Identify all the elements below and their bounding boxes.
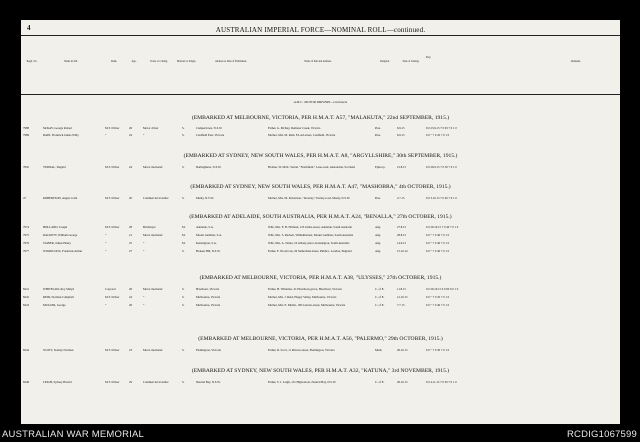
section-title: (EMBARKED AT SYDNEY, NEW SOUTH WALES, PER H.M.A.T. A8, "ARGYLLSHIRE," 30th SEPTEMBER, 1915.) xyxy=(183,153,458,159)
table-row xyxy=(21,165,620,171)
cell-religion: Ang. xyxy=(375,241,381,245)
cell-age: 26 xyxy=(129,303,132,307)
cell-trade: Motor mechanic xyxy=(143,287,163,291)
cell-name: RACKETT, William George xyxy=(43,233,78,237)
cell-married: M. xyxy=(182,241,186,245)
cell-name: ROBERTSON, Angus Colin xyxy=(43,196,78,200)
cell-name: MULLER, George xyxy=(43,303,66,307)
cell-regt-no: 47 xyxy=(23,196,26,200)
cell-date: 14.9.15 xyxy=(397,241,406,245)
cell-religion: Ang. xyxy=(375,225,381,229)
cell-religion: Meth. xyxy=(375,348,383,352)
cell-trade: ” xyxy=(143,241,145,245)
cell-regt-no: 8244 xyxy=(23,348,29,352)
cell-pay: 6 0 23.9.15 7 0 63 7 0 1 0 xyxy=(426,126,457,130)
header-regt-no: Regtl. No. xyxy=(26,60,38,63)
cell-name: TAINER, James Henry xyxy=(43,241,71,245)
footer-archive-name: AUSTRALIAN WAR MEMORIAL xyxy=(2,429,145,440)
cell-married: M. xyxy=(182,225,186,229)
header-married: Married or Single. xyxy=(177,60,197,63)
cell-date: 7.7.15 xyxy=(397,303,405,307)
footer-record-id: RCDIG1067599 xyxy=(567,429,637,440)
table-row xyxy=(21,225,620,231)
cell-trade: Commercial traveller xyxy=(143,196,169,200)
section-title: (EMBARKED AT MELBOURNE, VICTORIA, PER H.M.A.T. A56, "PALERMO," 29th OCTOBER, 1915.) xyxy=(198,336,443,342)
header-address: Address at Date of Enlistment. xyxy=(215,60,247,63)
table-row xyxy=(21,287,620,293)
cell-pay: 6 0 ” 7 0 40 7 0 1 0 xyxy=(426,241,450,245)
cell-kin: Mother, Mrs. J. Reid, Happy Valley, Melbourne, Victoria xyxy=(268,295,337,299)
header-rule-top xyxy=(21,35,620,36)
cell-trade: ” xyxy=(143,295,145,299)
section-title: (EMBARKED AT SYDNEY, NEW SOUTH WALES, PER H.M.A.T. A47, "MASHOBRA," 4th OCTOBER, 1915.) xyxy=(190,184,451,190)
cell-pay: 6 0 ” 7 0 40 7 0 1 0 xyxy=(426,249,450,253)
cell-regt-no: 8241 xyxy=(23,287,29,291)
cell-name: RAIN, Frederick James Willy xyxy=(43,133,79,137)
cell-pay: 6 0 ” 7 0 40 7 0 1 0 xyxy=(426,303,450,307)
cell-rank: M.T. Driver xyxy=(105,348,120,352)
cell-age: 26 xyxy=(129,126,132,130)
header-trade: Trade or Calling. xyxy=(150,60,168,63)
page-number: 4 xyxy=(27,24,31,32)
table-row xyxy=(21,303,620,309)
page-title: AUSTRALIAN IMPERIAL FORCE—NOMINAL ROLL—continued. xyxy=(215,26,426,34)
cell-pay: 6 0 ” 7 0 40 7 0 1 0 xyxy=(426,233,450,237)
cell-rank: ” xyxy=(105,133,107,137)
cell-married: S. xyxy=(182,165,185,169)
cell-religion: Pres. xyxy=(375,196,381,200)
cell-address: Flemington, Victoria xyxy=(196,348,221,352)
header-age: Age. xyxy=(131,60,137,63)
cell-regt-no: 8242 xyxy=(23,295,29,299)
roll-page xyxy=(21,20,620,424)
header-rule-bottom xyxy=(21,94,620,95)
cell-age: 24 xyxy=(129,295,132,299)
cell-kin: Brother, W. McK. Vernal, "Northfield," Lane-road, Alexandria, Scotland xyxy=(268,165,355,169)
header-remarks: Remarks. xyxy=(571,60,581,63)
cell-religion: Episcop. xyxy=(375,165,386,169)
cell-married: S. xyxy=(182,303,185,307)
cell-pay: 6 0 4.11.15 7 0 30 7 0 1 0 xyxy=(426,380,457,384)
cell-religion: C. of E. xyxy=(375,380,385,384)
cell-kin: Wife, Mrs. A. Tainer, 16 Albany-place, Kensington, South Australia xyxy=(268,241,350,245)
cell-kin: Mother, Mrs. M. Rain, 8 Lord-street, Caulfield, Victoria xyxy=(268,133,336,137)
cell-date: 6.9.15 xyxy=(397,126,405,130)
cell-name: REID, Norman Campbell xyxy=(43,295,74,299)
cell-married: S. xyxy=(182,196,185,200)
cell-regt-no: 7845 xyxy=(23,165,29,169)
section-title: (EMBARKED AT ADELAIDE, SOUTH AUSTRALIA, PER H.M.A.T. A24, "BENALLA," 27th OCTOBER, 1915.) xyxy=(189,214,452,220)
cell-address: Hawthorn, Victoria xyxy=(196,287,220,291)
cell-married: S. xyxy=(182,249,185,253)
cell-address: Mount Gambier, S.A. xyxy=(196,233,222,237)
cell-age: 27 xyxy=(129,249,132,253)
cell-trade: ” xyxy=(143,249,145,253)
cell-name: VERNAL, Dugald xyxy=(43,165,66,169)
table-row xyxy=(21,241,620,247)
cell-rank: Corporal xyxy=(105,287,116,291)
cell-married: M. xyxy=(182,233,186,237)
cell-regt-no: 7977 xyxy=(23,249,29,253)
cell-date: 6.9.15 xyxy=(397,133,405,137)
section-title: (EMBARKED AT MELBOURNE, VICTORIA, PER H.M.A.T. A38, "ULYSSES," 27th OCTOBER, 1915.) xyxy=(199,275,442,281)
cell-pay: 6 0 ” 7 0 30 7 0 1 0 xyxy=(426,348,450,352)
header-date-joining: Date of Joining. xyxy=(402,60,420,63)
table-row xyxy=(21,348,620,354)
cell-name: McKAY, George Robert xyxy=(43,126,73,130)
cell-regt-no: 7974 xyxy=(23,225,29,229)
section-title: (EMBARKED AT MELBOURNE, VICTORIA, PER H.M.A.T. A57, "MALAKUTA," 22nd SEPTEMBER, 1915.) xyxy=(191,115,450,121)
cell-date: 21.8.15 xyxy=(397,165,406,169)
cell-date: 26.10.15 xyxy=(397,348,408,352)
cell-age: 24 xyxy=(129,133,132,137)
cell-kin: Father, T. J. Leigh, 131 High-street, Neutral Bay, N.S.W. xyxy=(268,380,337,384)
cell-age: 20 xyxy=(129,196,132,200)
cell-religion: Ang. xyxy=(375,249,381,253)
cell-name: SCOTT, Stanley Norman xyxy=(43,348,74,352)
cell-trade: Motor driver xyxy=(143,126,159,130)
cell-rank: M.T. Driver xyxy=(105,126,120,130)
cell-date: 27.8.15 xyxy=(397,225,406,229)
cell-age: 29 xyxy=(129,380,132,384)
cell-address: Broken Hill, N.S.W. xyxy=(196,249,221,253)
header-rank: Rank. xyxy=(110,60,118,63)
cell-address: Kensington, S.A. xyxy=(196,241,217,245)
cell-address: Melbourne, Victoria xyxy=(196,303,221,307)
cell-address: Caulfield East, Victoria xyxy=(196,133,225,137)
cell-rank: M.T. Driver xyxy=(105,380,120,384)
cell-kin: Father, R. Scott, 11 Princes-street, Flemington, Victoria xyxy=(268,348,335,352)
cell-name: HOLLAND, Joseph xyxy=(43,225,68,229)
cell-regt-no: 7976 xyxy=(23,241,29,245)
cell-rank: M.T. Driver xyxy=(105,225,120,229)
table-row xyxy=(21,233,620,239)
cell-kin: Father, G. McKay, Demeter Creek, Victoria xyxy=(268,126,321,130)
header-pay: Pay. xyxy=(426,55,432,59)
cell-kin: Wife, Mrs. S. Rackett, Wilhelmstreet, Mount Gambier, South Australia xyxy=(268,233,354,237)
cell-kin: Mother, Mrs. M. Robertson, "Invertay," Darley-road, Manly, N.S.W. xyxy=(268,196,351,200)
cell-kin: Father, F. Woodcock, 26 Sutherland-street, Pimlico, London, England xyxy=(268,249,352,253)
header-religion: Religion. xyxy=(380,60,390,63)
cell-trade: Motor mechanic xyxy=(143,233,163,237)
cell-religion: C. of E. xyxy=(375,303,385,307)
cell-trade: Commercial traveller xyxy=(143,380,169,384)
cell-regt-no: 8243 xyxy=(23,303,29,307)
cell-married: S. xyxy=(182,380,185,384)
cell-married: S. xyxy=(182,295,185,299)
cell-rank: ” xyxy=(105,303,107,307)
cell-date: 15.10.14 xyxy=(397,249,408,253)
cell-regt-no: 7988 xyxy=(23,126,29,130)
cell-religion: C. of E. xyxy=(375,295,385,299)
cell-pay: 6 0 ” 7 0 45 7 0 1 0 xyxy=(426,295,450,299)
section-title: (EMBARKED AT SYDNEY, NEW SOUTH WALES, PER H.M.A.T. A32, "KATUNA," 3rd NOVEMBER, 1915.) xyxy=(191,368,450,374)
cell-rank: ” xyxy=(105,241,107,245)
cell-regt-no: 7989 xyxy=(23,133,29,137)
cell-kin: Wife, Mrs. E. B. Holland, 123 Gilles-street, Adelaide, South Australia xyxy=(268,225,352,229)
cell-pay: 6 0 ” 7 0 45 7 0 1 0 xyxy=(426,133,450,137)
cell-trade: ” xyxy=(143,303,145,307)
table-row xyxy=(21,196,620,202)
cell-age: 23 xyxy=(129,348,132,352)
cell-religion: Ang. xyxy=(375,233,381,237)
cell-date: 12.10.15 xyxy=(397,295,408,299)
cell-age: 21 xyxy=(129,233,132,237)
cell-age: 26 xyxy=(129,287,132,291)
cell-rank: M.T. Driver xyxy=(105,165,120,169)
header-kin: Name of Kin and Address. xyxy=(304,60,332,63)
table-row xyxy=(21,249,620,255)
cell-regt-no: 8248 xyxy=(23,380,29,384)
cell-address: Melbourne, Victoria xyxy=(196,295,221,299)
unit-heading: A.M.C. MOTOR DRIVERS—continued. xyxy=(293,100,348,104)
cell-rank: ” xyxy=(105,249,107,253)
cell-trade: Motor mechanic xyxy=(143,348,163,352)
cell-rank: M.T. Driver xyxy=(105,196,120,200)
cell-date: 26.10.15 xyxy=(397,380,408,384)
cell-age: 28 xyxy=(129,225,132,229)
cell-rank: ” xyxy=(105,233,107,237)
table-row xyxy=(21,133,620,139)
cell-trade: ” xyxy=(143,133,145,137)
cell-address: Neutral Bay, N.S.W. xyxy=(196,380,221,384)
cell-religion: Pres. xyxy=(375,133,381,137)
cell-trade: Motor mechanic xyxy=(143,165,163,169)
cell-married: S. xyxy=(182,287,185,291)
table-row xyxy=(21,295,620,301)
cell-religion: C. of E. xyxy=(375,287,385,291)
cell-religion: Pres. xyxy=(375,126,381,130)
cell-rank: M.T. Driver xyxy=(105,295,120,299)
cell-address: Darlinghurst, N.S.W. xyxy=(196,165,222,169)
cell-date: 2.7.15 xyxy=(397,196,405,200)
cell-kin: Mother, Mrs. E. Muller, 109 Latrobe-street, Melbourne, Victoria xyxy=(268,303,346,307)
cell-date: 28.8.15 xyxy=(397,233,406,237)
cell-age: 25 xyxy=(129,241,132,245)
cell-name: WOODCOCK, Frederick Arthur xyxy=(43,249,83,253)
cell-pay: 6 0 29.9.15 7 0 30 7 0 1 0 xyxy=(426,165,457,169)
cell-name: LEIGH, Sydney Harold xyxy=(43,380,72,384)
cell-married: S. xyxy=(182,133,185,137)
cell-pay: 9 0 26.10.15 9 0 60 9 0 1 0 xyxy=(426,287,459,291)
cell-pay: 6 0 26.10.15 7 0 40 7 0 1 0 xyxy=(426,225,459,229)
cell-regt-no: 7975 xyxy=(23,233,29,237)
cell-kin: Father, H. Whitelaw, 41 Hawthorn-grove, Hawthorn, Victoria xyxy=(268,287,342,291)
table-row xyxy=(21,380,620,386)
cell-date: 11.8.15 xyxy=(397,287,406,291)
cell-age: 24 xyxy=(129,165,132,169)
cell-address: Camperdown, N.S.W. xyxy=(196,126,223,130)
cell-pay: 6 0 3.10.15 7 0 40 7 0 1 0 xyxy=(426,196,457,200)
header-name: Name in full. xyxy=(64,60,78,63)
cell-trade: Bricklayer xyxy=(143,225,156,229)
cell-married: S. xyxy=(182,126,185,130)
cell-married: S. xyxy=(182,348,185,352)
cell-name: WHITELAW, Roy Melyd xyxy=(43,287,75,291)
cell-address: Manly, N.S.W. xyxy=(196,196,214,200)
table-row xyxy=(21,126,620,132)
cell-address: Adelaide, S.A. xyxy=(196,225,214,229)
